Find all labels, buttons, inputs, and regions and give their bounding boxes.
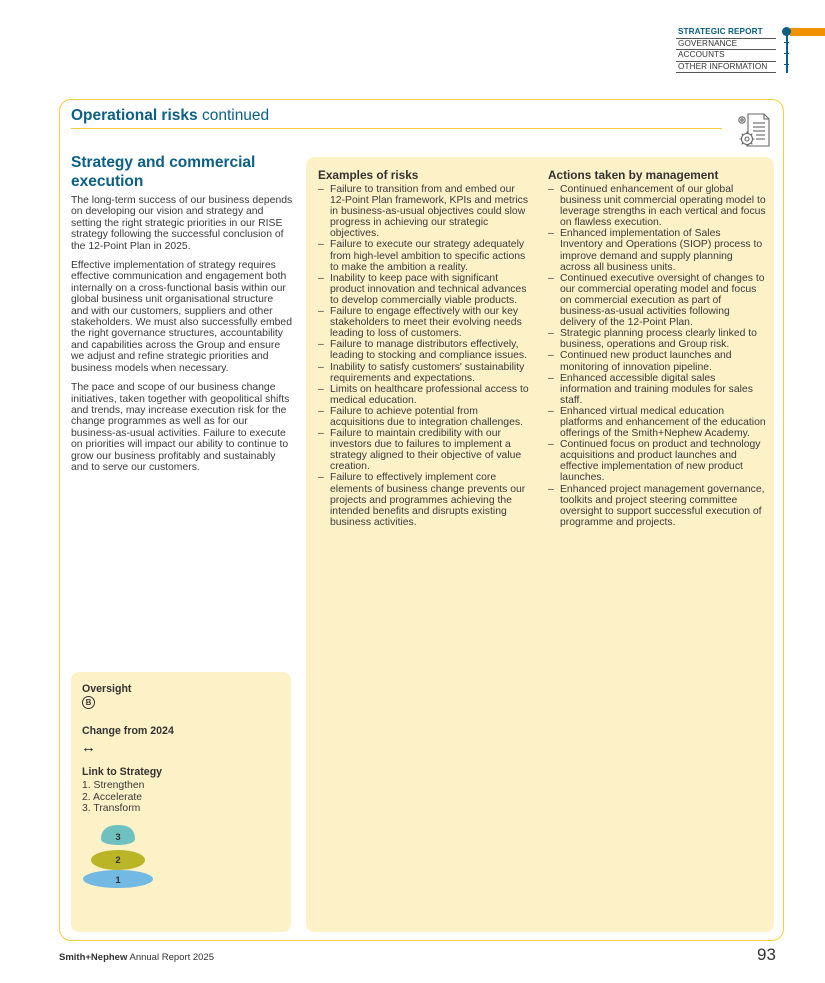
- strategy-item: 3. Transform: [82, 803, 141, 814]
- risk-paragraph: Effective implementation of strategy requires effective communication and engagement both internally on a cross-functional basis within our global business unit organisational structure and with our customers, suppliers and other stakeholders. We must also successfully embed the right governance structures, accountability and capabilities across the Group and ensure we adjust and refine strategic priorities and business models when necessary.: [71, 260, 292, 374]
- action-item: – Enhanced accessible digital sales information and training modules for sales staff.: [548, 373, 766, 406]
- risk-paragraph: The pace and scope of our business change initiatives, taken together with geopolitical shifts and trends, may increase execution risk for the change programmes as well as for our business-as-usual activities. Failure to execute on priorities will impact our ability to continue to grow our business profitably and sustainably and to serve our customers.: [71, 382, 290, 473]
- document-gear-icon: [734, 110, 772, 150]
- section-title: Operational risks continued: [71, 107, 270, 124]
- footer-brand: Smith+Nephew: [59, 952, 128, 963]
- nav-tick: [784, 42, 789, 43]
- nav-other-information[interactable]: OTHER INFORMATION: [676, 62, 776, 74]
- nav-tick: [784, 64, 789, 65]
- nav-active-dot: [782, 27, 791, 36]
- strategy-item: 2. Accelerate: [82, 791, 143, 803]
- risk-details-panel: [306, 157, 774, 932]
- strategy-stones-icon: [81, 822, 157, 890]
- risk-heading: Strategy and commercial execution: [71, 154, 256, 190]
- two-way-arrow-icon: ↔: [81, 739, 96, 756]
- footer: [59, 952, 214, 963]
- page-number: 93: [757, 945, 776, 964]
- example-item: – Failure to achieve potential from acquisitions due to integration challenges.: [318, 406, 530, 428]
- example-item: – Failure to maintain credibility with our investors due to failures to implement a strategy aligned to their objective of value creation.: [318, 428, 530, 472]
- action-item: – Enhanced implementation of Sales Inventory and Operations (SIOP) process to improve demand and supply planning across all business units.: [548, 228, 766, 272]
- link-strategy-label: Link to Strategy: [82, 766, 163, 778]
- example-item: – Failure to effectively implement core elements of business change prevents our projects and programmes achieving the intended benefits and disrupts existing business activities.: [318, 472, 530, 527]
- action-item: – Enhanced virtual medical education platforms and enhancement of the education offerings of the Smith+Nephew Academy.: [548, 406, 766, 439]
- examples-list: [318, 184, 530, 528]
- example-item: – Failure to transition from and embed our 12-Point Plan framework, KPIs and metrics in business-as-usual objectives could slow progress in achieving our strategic objectives.: [318, 184, 530, 239]
- nav-strategic-report[interactable]: STRATEGIC REPORT: [676, 27, 776, 39]
- stone-label: 3: [115, 832, 121, 843]
- example-item: – Failure to manage distributors effectively, leading to stocking and compliance issues.: [318, 339, 530, 361]
- risk-description: [71, 195, 293, 481]
- example-item: – Failure to engage effectively with our key stakeholders to meet their evolving needs leading to loss of customers.: [318, 306, 530, 339]
- example-item: – Limits on healthcare professional access to medical education.: [318, 384, 530, 406]
- strategy-list: [82, 780, 144, 815]
- action-item: – Strategic planning process clearly linked to business, operations and Group risk.: [548, 328, 766, 350]
- nav-tick: [784, 53, 789, 54]
- oversight-label: Oversight: [82, 683, 132, 695]
- example-item: – Failure to execute our strategy adequately from high-level ambition to specific actions to make the ambition a reality.: [318, 239, 530, 272]
- action-item: – Continued enhancement of our global business unit commercial operating model to leverage strengths in each vertical and focus on flawless execution.: [548, 184, 766, 228]
- change-label: Change from 2024: [82, 725, 174, 737]
- strategy-item: 1. Strengthen: [82, 780, 145, 791]
- actions-list: [548, 184, 766, 528]
- action-item: – Continued executive oversight of changes to our commercial operating model and focus on commercial execution as part of business-as-usual activities following delivery of the 12-Point Plan.: [548, 273, 766, 328]
- stone-label: 1: [115, 875, 121, 886]
- action-item: – Continued new product launches and monitoring of innovation pipeline.: [548, 350, 766, 372]
- action-item: – Continued focus on product and technology acquisitions and product launches and effective implementation of new product launches.: [548, 439, 766, 483]
- example-item: – Inability to keep pace with significant product innovation and technical advances to develop commercially viable products.: [318, 273, 530, 306]
- risk-paragraph: The long-term success of our business depends on developing our vision and strategy and setting the right strategic priorities in our RISE strategy following the successful conclusion of the 12-Point Plan in 2025.: [71, 195, 293, 252]
- stone-label: 2: [115, 855, 121, 866]
- title-divider: [71, 128, 722, 129]
- examples-heading: Examples of risks: [318, 168, 419, 182]
- action-item: – Enhanced project management governance, toolkits and project steering committee oversight to support successful execution of programme and projects.: [548, 484, 766, 528]
- oversight-panel: [71, 672, 291, 932]
- section-nav: [676, 27, 776, 73]
- actions-heading: Actions taken by management: [548, 168, 719, 182]
- footer-report: Annual Report 2025: [127, 952, 214, 963]
- board-badge: B: [82, 696, 95, 709]
- nav-active-tab-marker: [790, 28, 825, 36]
- example-item: – Inability to satisfy customers' sustainability requirements and expectations.: [318, 362, 530, 384]
- nav-accounts[interactable]: ACCOUNTS: [676, 50, 776, 62]
- nav-governance[interactable]: GOVERNANCE: [676, 39, 776, 51]
